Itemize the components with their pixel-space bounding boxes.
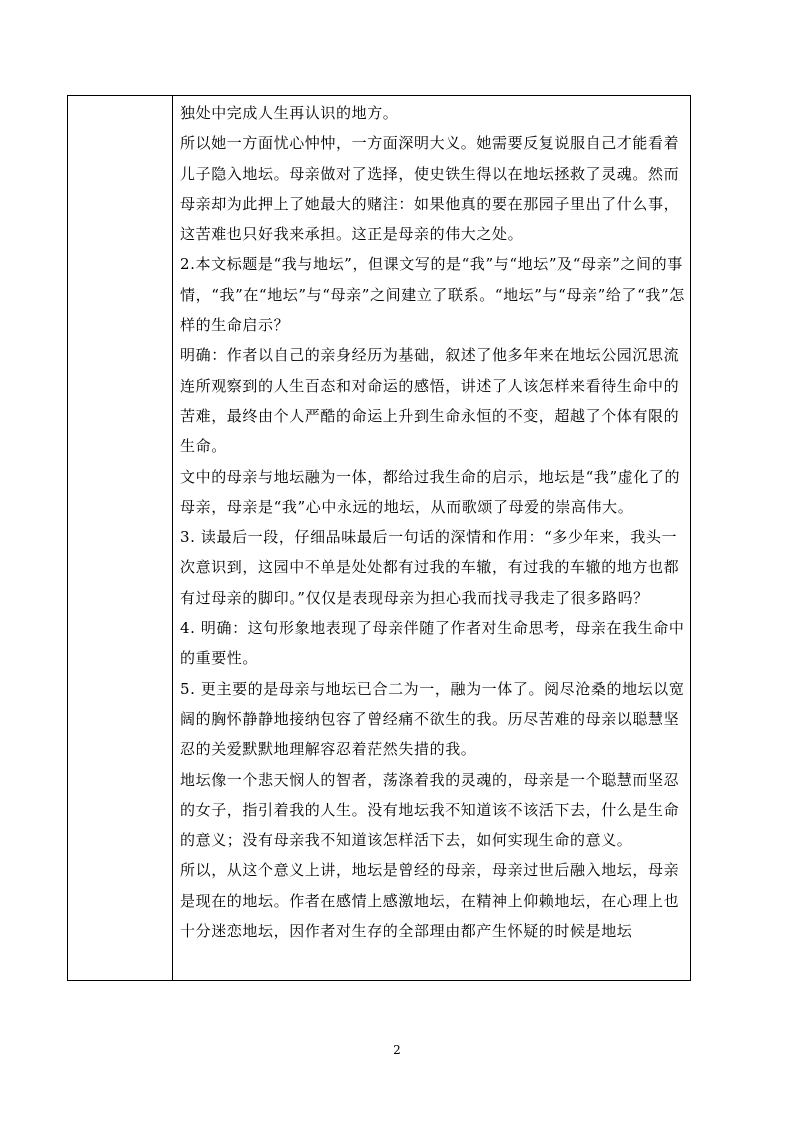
answer-paragraph: 4. 明确：这句形象地表现了母亲伴随了作者对生命思考，母亲在我生命中的重要性。	[180, 619, 685, 668]
paragraph: 地坛像一个悲天悯人的智者，荡涤着我的灵魂的，母亲是一个聪慧而坚忍的女子，指引着我的人生。没有地坛我不知道该不该活下去，什么是生命的意义；没有母亲我不知道该怎样活下去，如何实现生命的意义。	[180, 770, 680, 850]
lesson-content	[173, 96, 690, 946]
paragraph: 所以她一方面忧心忡忡，一方面深明大义。她需要反复说服自己才能看着儿子隐入地坛。母亲做对了选择，使史铁生得以在地坛拯救了灵魂。然而母亲却为此押上了她最大的赌注：如果他真的要在那园子里出了什么事，这苦难也只好我来承担。这正是母亲的伟大之处。	[180, 134, 680, 244]
question-paragraph: 3. 读最后一段，仔细品味最后一句话的深情和作用：“多少年来，我头一次意识到，这园中不单是处处都有过我的车辙，有过我的车辙的地方也都有过母亲的脚印。”仅仅是表现母亲为担心我而找寻我走了很多路吗？	[180, 528, 680, 607]
paragraph: 5. 更主要的是母亲与地坛已合二为一，融为一体了。阅尽沧桑的地坛以宽阔的胸怀静静地接纳包容了曾经痛不欲生的我。历尽苦难的母亲以聪慧坚忍的关爱默默地理解容忍着茫然失措的我。	[180, 679, 685, 759]
page-number: 2	[393, 1043, 401, 1057]
paragraph: 独处中完成人生再认识的地方。	[180, 104, 399, 122]
paragraph: 所以，从这个意义上讲，地坛是曾经的母亲，母亲过世后融入地坛，母亲是现在的地坛。作者在感情上感激地坛，在精神上仰赖地坛，在心理上也十分迷恋地坛，因作者对生存的全部理由都产生怀疑的时候是地坛	[180, 861, 680, 941]
question-paragraph: 2.本文标题是“我与地坛”，但课文写的是“我”与“地坛”及“母亲”之间的事情，“我”在“地坛”与“母亲”之间建立了联系。“地坛”与“母亲”给了“我”怎样的生命启示？	[180, 255, 685, 335]
paragraph: 文中的母亲与地坛融为一体，都给过我生命的启示，地坛是“我”虚化了的母亲，母亲是“我”心中永远的地坛，从而歌颂了母爱的崇高伟大。	[180, 467, 681, 516]
table-row	[68, 96, 691, 981]
answer-paragraph: 明确：作者以自己的亲身经历为基础，叙述了他多年来在地坛公园沉思流连所观察到的人生百态和对命运的感悟，讲述了人该怎样来看待生命中的苦难，最终由个人严酷的命运上升到生命永恒的不变，超越了个体有限的生命。	[180, 346, 680, 456]
left-column-cell	[68, 96, 173, 981]
right-column-cell	[173, 96, 691, 981]
content-table	[67, 95, 691, 981]
